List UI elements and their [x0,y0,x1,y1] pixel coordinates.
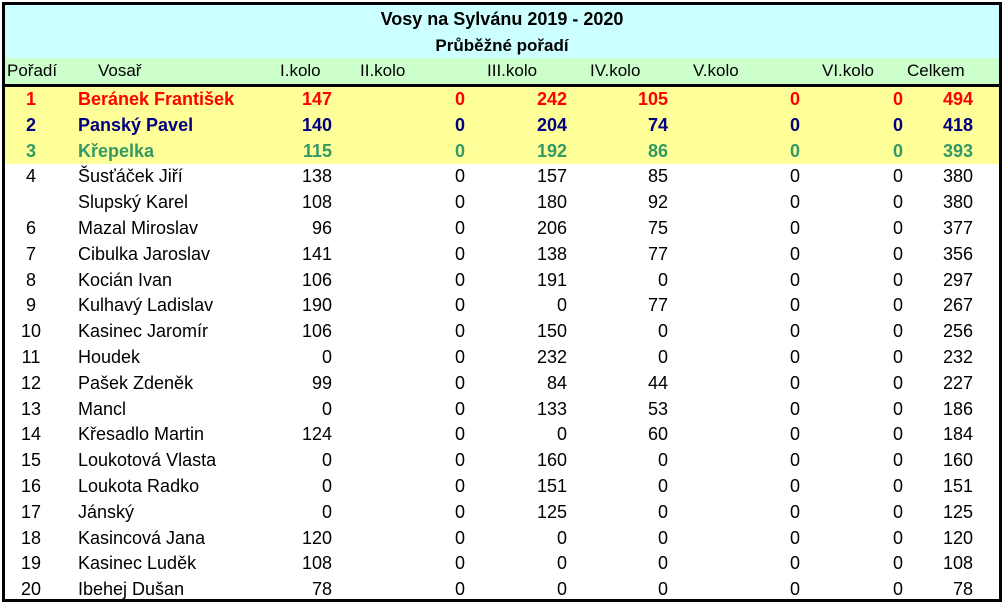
cell-round-3: 84 [546,372,567,393]
cell-round-6: 0 [892,166,903,187]
cell-rank: 19 [20,553,42,574]
cell-name: Jánský [78,501,135,522]
cell-round-1: 78 [311,579,332,600]
cell-round-1: 115 [302,140,332,161]
table-row [5,422,999,448]
cell-round-3: 160 [536,450,567,471]
cell-round-3: 157 [536,166,567,187]
cell-round-6: 0 [892,372,903,393]
table-row [5,577,999,602]
cell-rank: 3 [25,140,36,161]
cell-round-2: 0 [454,579,465,600]
cell-total: 120 [942,527,973,548]
cell-round-2: 0 [454,475,465,496]
cell-round-4: 105 [637,89,668,109]
cell-total: 227 [942,372,973,393]
cell-rank: 12 [20,372,42,393]
cell-round-1: 0 [321,398,332,419]
cell-name: Kulhavý Ladislav [78,295,214,316]
cell-round-5: 0 [789,269,800,290]
page-title: Vosy na Sylvánu 2019 - 2020 [5,5,999,33]
table-row [5,87,999,113]
cell-round-4: 0 [657,553,668,574]
cell-round-2: 0 [454,217,465,238]
cell-round-6: 0 [892,243,903,264]
table-row [5,216,999,242]
cell-round-4: 44 [647,372,668,393]
cell-round-4: 0 [657,346,668,367]
cell-total: 108 [942,553,973,574]
cell-total: 160 [942,450,973,471]
cell-round-6: 0 [892,89,903,109]
cell-name: Ibehej Dušan [78,579,185,600]
cell-rank: 13 [20,398,42,419]
cell-total: 232 [942,346,973,367]
cell-round-5: 0 [789,243,800,264]
cell-round-6: 0 [892,140,903,161]
cell-round-1: 0 [321,346,332,367]
cell-round-6: 0 [892,295,903,316]
cell-round-4: 86 [647,140,668,161]
cell-name: Houdek [78,346,141,367]
cell-round-1: 190 [301,295,332,316]
cell-round-4: 77 [647,295,668,316]
header-round-1: I.kolo [280,61,321,80]
cell-round-6: 0 [892,321,903,342]
header-round-2: II.kolo [360,61,406,80]
cell-round-4: 74 [647,114,668,135]
cell-round-5: 0 [789,475,800,496]
cell-total: 125 [942,501,973,522]
cell-round-5: 0 [789,579,800,600]
table-header [5,58,999,87]
cell-round-4: 0 [657,475,668,496]
table-row [5,526,999,552]
cell-round-5: 0 [789,114,800,135]
cell-total: 267 [942,295,973,316]
cell-round-4: 75 [647,217,668,238]
cell-round-1: 138 [301,166,332,187]
cell-name: Slupský Karel [78,192,189,213]
cell-round-5: 0 [789,321,800,342]
cell-rank: 18 [20,527,42,548]
cell-name: Panský Pavel [78,114,194,135]
cell-round-5: 0 [789,89,800,109]
cell-round-1: 0 [321,450,332,471]
cell-round-3: 180 [536,192,567,213]
cell-round-6: 0 [892,269,903,290]
header-total: Celkem [907,61,965,80]
cell-round-3: 0 [556,579,567,600]
cell-round-6: 0 [892,450,903,471]
cell-round-4: 0 [657,501,668,522]
cell-round-4: 53 [647,398,668,419]
standings-sheet [2,2,1002,602]
cell-round-2: 0 [454,295,465,316]
cell-round-3: 0 [556,553,567,574]
table-row [5,345,999,371]
header-round-3: III.kolo [487,61,538,80]
cell-round-2: 0 [454,501,465,522]
cell-round-5: 0 [789,527,800,548]
cell-round-2: 0 [454,114,465,135]
cell-rank: 8 [25,269,36,290]
cell-round-6: 0 [892,475,903,496]
cell-round-2: 0 [454,140,465,161]
cell-round-3: 0 [556,295,567,316]
cell-round-4: 85 [647,166,668,187]
cell-name: Kocián Ivan [78,269,173,290]
table-row [5,551,999,577]
cell-round-6: 0 [892,217,903,238]
cell-total: 186 [942,398,973,419]
header-round-5: V.kolo [693,61,739,80]
cell-round-6: 0 [892,579,903,600]
cell-name: Šusťáček Jiří [78,166,183,187]
cell-round-2: 0 [454,527,465,548]
cell-round-4: 0 [657,321,668,342]
cell-round-1: 140 [301,114,332,135]
cell-total: 256 [942,321,973,342]
cell-round-4: 0 [657,269,668,290]
cell-total: 151 [942,475,973,496]
cell-rank: 17 [20,501,42,522]
table-row [5,113,999,139]
cell-round-4: 0 [657,579,668,600]
cell-round-2: 0 [454,321,465,342]
cell-round-5: 0 [789,450,800,471]
cell-total: 184 [942,424,973,445]
cell-round-3: 133 [536,398,567,419]
cell-round-1: 99 [311,372,332,393]
cell-round-6: 0 [892,398,903,419]
table-row [5,319,999,345]
cell-round-1: 0 [321,475,332,496]
cell-total: 418 [942,114,973,135]
cell-round-3: 151 [536,475,567,496]
cell-name: Kasinec Jaromír [78,321,209,342]
cell-round-4: 60 [647,424,668,445]
cell-round-4: 92 [647,192,668,213]
cell-rank: 7 [25,243,36,264]
cell-round-6: 0 [892,346,903,367]
cell-round-1: 106 [301,269,332,290]
cell-rank: 6 [25,217,36,238]
header-round-4: IV.kolo [590,61,641,80]
cell-name: Beránek František [78,89,235,109]
cell-total: 78 [952,579,973,600]
table-row [5,293,999,319]
cell-round-2: 0 [454,398,465,419]
cell-round-1: 108 [301,553,332,574]
cell-rank: 16 [20,475,42,496]
cell-round-5: 0 [789,295,800,316]
cell-round-4: 77 [647,243,668,264]
cell-round-3: 125 [536,501,567,522]
cell-round-4: 0 [657,450,668,471]
cell-round-6: 0 [892,192,903,213]
cell-name: Mazal Miroslav [78,217,199,238]
cell-round-2: 0 [454,346,465,367]
cell-round-3: 191 [536,269,567,290]
cell-rank: 9 [25,295,36,316]
cell-round-6: 0 [892,424,903,445]
cell-name: Kasinec Luděk [78,553,197,574]
cell-total: 380 [942,192,973,213]
cell-round-1: 106 [301,321,332,342]
cell-round-1: 108 [301,192,332,213]
cell-round-6: 0 [892,501,903,522]
cell-rank: 4 [25,166,36,187]
cell-rank: 11 [21,346,41,367]
cell-total: 297 [942,269,973,290]
cell-rank: 1 [25,89,36,109]
cell-total: 377 [942,217,973,238]
cell-round-2: 0 [454,243,465,264]
standings-table [5,87,999,602]
cell-round-5: 0 [789,398,800,419]
cell-round-5: 0 [789,140,800,161]
cell-round-2: 0 [454,450,465,471]
cell-round-2: 0 [454,372,465,393]
cell-round-5: 0 [789,217,800,238]
cell-round-6: 0 [892,114,903,135]
cell-round-4: 0 [657,527,668,548]
table-row [5,164,999,190]
cell-round-5: 0 [789,192,800,213]
cell-round-6: 0 [892,553,903,574]
cell-round-2: 0 [454,166,465,187]
cell-total: 494 [942,89,973,109]
cell-round-3: 192 [536,140,567,161]
cell-name: Pašek Zdeněk [78,372,194,393]
cell-name: Loukotová Vlasta [78,450,217,471]
header-rank: Pořadí [7,61,58,80]
cell-round-3: 0 [556,424,567,445]
cell-round-2: 0 [454,269,465,290]
cell-round-5: 0 [789,372,800,393]
cell-name: Křepelka [78,140,155,161]
table-row [5,242,999,268]
cell-round-1: 0 [321,501,332,522]
cell-round-1: 124 [301,424,332,445]
cell-round-3: 206 [536,217,567,238]
cell-round-1: 147 [301,89,332,109]
cell-total: 380 [942,166,973,187]
table-row [5,500,999,526]
cell-name: Kasincová Jana [78,527,206,548]
cell-round-6: 0 [892,527,903,548]
cell-name: Křesadlo Martin [78,424,205,445]
cell-name: Cibulka Jaroslav [78,243,211,264]
cell-round-3: 150 [536,321,567,342]
cell-round-3: 138 [536,243,567,264]
cell-round-5: 0 [789,553,800,574]
cell-round-3: 0 [556,527,567,548]
table-row [5,397,999,423]
table-row [5,448,999,474]
cell-round-5: 0 [789,501,800,522]
table-row [5,268,999,294]
cell-rank: 2 [25,114,36,135]
cell-rank: 10 [20,321,42,342]
cell-round-2: 0 [454,89,465,109]
cell-round-5: 0 [789,166,800,187]
cell-round-1: 120 [301,527,332,548]
cell-round-2: 0 [454,192,465,213]
cell-round-3: 204 [536,114,567,135]
header-round-6: VI.kolo [822,61,874,80]
cell-name: Loukota Radko [78,475,200,496]
cell-round-2: 0 [454,553,465,574]
cell-round-1: 96 [311,217,332,238]
cell-name: Mancl [78,398,127,419]
cell-total: 356 [942,243,973,264]
cell-round-5: 0 [789,346,800,367]
cell-round-5: 0 [789,424,800,445]
table-row [5,474,999,500]
page-subtitle: Průběžné pořadí [5,33,999,58]
table-row [5,139,999,165]
table-row [5,190,999,216]
cell-round-3: 232 [536,346,567,367]
cell-rank: 14 [20,424,42,445]
header-name: Vosař [98,61,142,80]
cell-round-1: 141 [301,243,332,264]
cell-total: 393 [942,140,973,161]
cell-round-3: 242 [536,89,567,109]
cell-round-2: 0 [454,424,465,445]
table-row [5,371,999,397]
cell-rank: 20 [20,579,42,600]
cell-rank: 15 [20,450,42,471]
